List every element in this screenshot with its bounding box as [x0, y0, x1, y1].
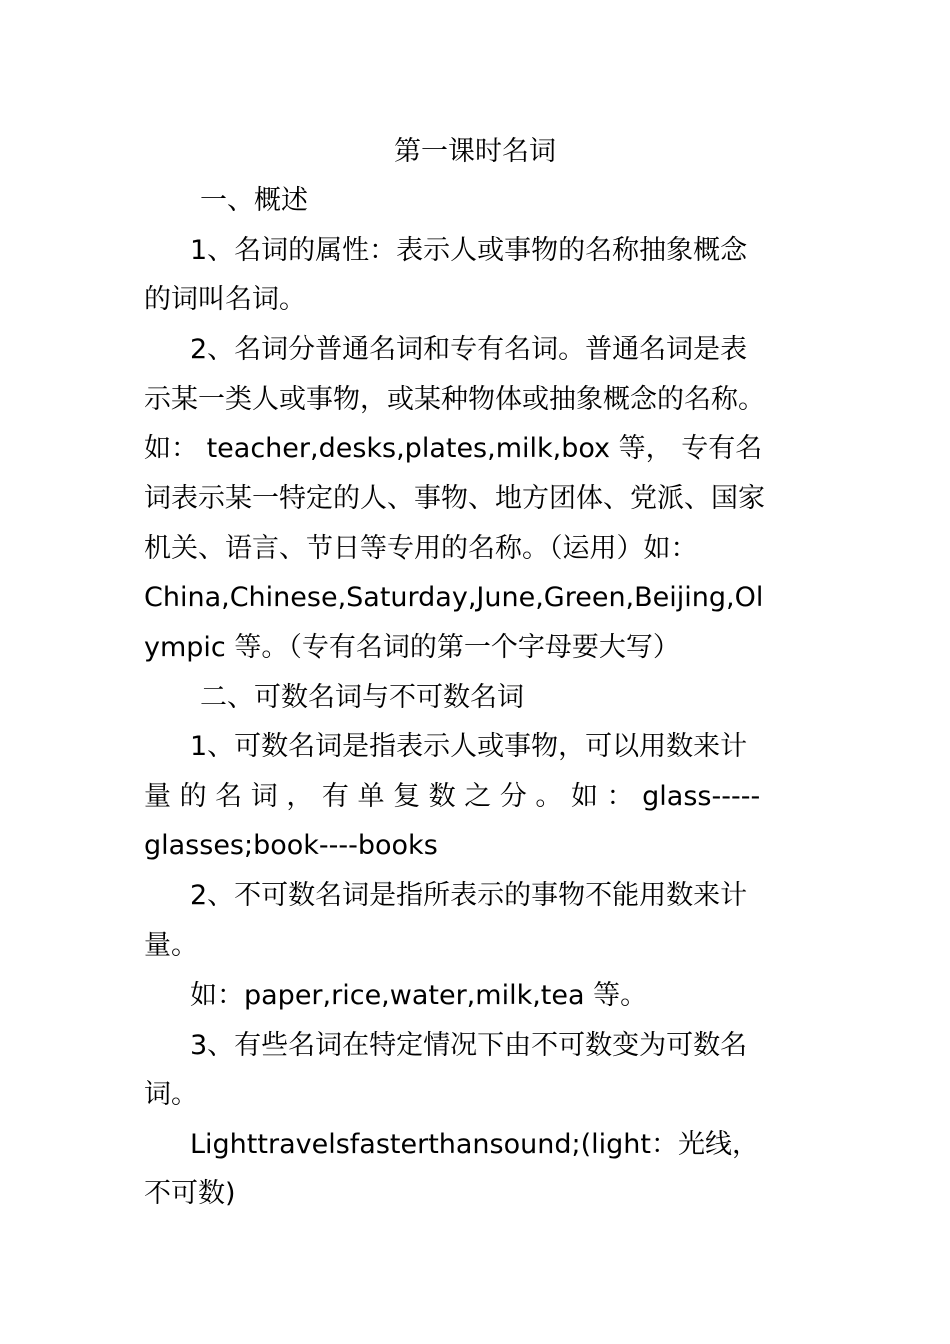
document-title: 第一课时名词: [394, 136, 556, 167]
paragraph-line: Lighttravelsfasterthansound;(light：光线，: [190, 1129, 759, 1160]
paragraph-line: 如： teacher,desks,plates,milk,box 等， 专有名: [144, 433, 763, 464]
paragraph-line: 不可数): [144, 1178, 236, 1209]
paragraph-line: 1、可数名词是指表示人或事物，可以用数来计: [190, 731, 748, 762]
paragraph-line: 2、不可数名词是指所表示的事物不能用数来计: [190, 880, 748, 911]
paragraph-line: 量 的 名 词 ， 有 单 复 数 之 分 。 如 ： glass-----: [144, 781, 761, 812]
paragraph-line: glasses;book----books: [144, 830, 438, 861]
paragraph-line: 2、名词分普通名词和专有名词。普通名词是表: [190, 334, 748, 365]
paragraph-line: 词。: [144, 1079, 198, 1110]
paragraph-line: 机关、语言、节日等专用的名称。（运用）如：: [144, 533, 698, 564]
paragraph-line: 1、名词的属性：表示人或事物的名称抽象概念: [190, 235, 748, 266]
paragraph-line: ympic 等。（专有名词的第一个字母要大写）: [144, 632, 680, 663]
paragraph-line: 的词叫名词。: [144, 284, 306, 315]
paragraph-line: 词表示某一特定的人、事物、地方团体、党派、国家: [144, 483, 765, 514]
section-heading-countable: 二、可数名词与不可数名词: [200, 682, 524, 713]
paragraph-line: 如：paper,rice,water,milk,tea 等。: [190, 980, 648, 1011]
section-heading-overview: 一、概述: [200, 185, 308, 216]
paragraph-line: 示某一类人或事物，或某种物体或抽象概念的名称。: [144, 384, 765, 415]
paragraph-line: 量。: [144, 930, 198, 961]
paragraph-line: 3、有些名词在特定情况下由不可数变为可数名: [190, 1030, 748, 1061]
paragraph-line: China,Chinese,Saturday,June,Green,Beijing,Ol: [144, 582, 764, 613]
